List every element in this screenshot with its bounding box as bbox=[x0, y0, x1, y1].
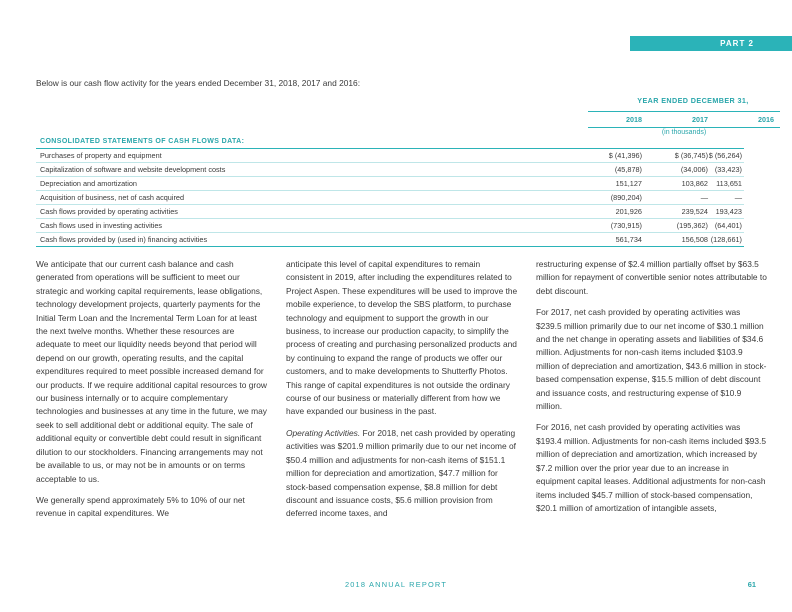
row-label: Depreciation and amortization bbox=[40, 179, 137, 188]
paragraph: For 2017, net cash provided by operating activities was $239.5 million primarily due to our net income of $30.1 million and the net change in operating assets and liabilities of $34.6 million. Adjustments for non-cash items included $103.9 million of depreciation and amortization, $43.6 million in stock-based compensation expense, $15.5 million of debt discount and issuance costs, and restructuring expense of $10.9 million. bbox=[536, 307, 767, 412]
cell-2017: $ (36,745) bbox=[674, 151, 708, 160]
row-label: Purchases of property and equipment bbox=[40, 151, 162, 160]
table-row bbox=[36, 191, 744, 205]
cell-2017: (34,006) bbox=[680, 165, 708, 174]
header-rule bbox=[588, 111, 780, 112]
cell-2016: 193,423 bbox=[715, 207, 742, 216]
year-2017: 2017 bbox=[692, 115, 708, 124]
cell-2017: 239,524 bbox=[681, 207, 708, 216]
cell-2018: 151,127 bbox=[615, 179, 642, 188]
part-label: PART 2 bbox=[630, 36, 792, 51]
cell-2016: 113,651 bbox=[716, 179, 742, 188]
paragraph: restructuring expense of $2.4 million partially offset by $63.5 million for repayment of convertible senior notes attributable to debt discount. bbox=[536, 259, 767, 296]
year-2016: 2016 bbox=[758, 115, 774, 124]
cell-2018: 201,926 bbox=[615, 207, 642, 216]
operating-activities-heading: Operating Activities. bbox=[286, 427, 361, 438]
paragraph: We anticipate that our current cash balance and cash generated from operations will be sufficient to meet our strategic and working capital requirements, lease obligations, technology development projects, quarterly payments for the Initial Term Loan and the Incremental Term Loan for at least the next twelve months. Whether these resources are adequate to meet our liquidity needs beyond that period will depend on our growth, operating results, and the capital expenditures required to meet possible increased demand for our products. If we require additional capital resources to grow our business internally or to acquire complementary technologies and businesses at any time in the future, we may seek to sell additional debt or additional equity. The sale of additional equity or convertible debt could result in significant dilution to our stockholders. Financing arrangements may not be available to us, or may not be in amounts or on terms acceptable to us. bbox=[36, 259, 267, 484]
row-label: Cash flows provided by (used in) financing activities bbox=[40, 235, 208, 244]
paragraph bbox=[286, 427, 518, 521]
page-number: 61 bbox=[747, 580, 756, 589]
row-label: Acquisition of business, net of cash acquired bbox=[40, 193, 184, 202]
table-row bbox=[36, 233, 744, 247]
table-body bbox=[36, 148, 744, 247]
cell-2016: — bbox=[734, 193, 742, 202]
report-title: 2018 ANNUAL REPORT bbox=[344, 580, 448, 589]
cell-2018: $ (41,396) bbox=[608, 151, 642, 160]
paragraph-text: For 2018, net cash provided by operating activities was $201.9 million primarily due to our net income of $50.4 million and adjustments for non-cash items of $151.1 million for depreciation and amortization, $47.7 million for stock-based compensation expense, $8.8 million for debt discount and issuance costs, $5.6 million provision from deferred income taxes, and bbox=[286, 427, 516, 519]
paragraph: anticipate this level of capital expenditures to remain consistent in 2019, after including the expenditures related to Project Aspen. These expenditures will be used to improve the mobile experience, to develop the SBS platform, to purchase technology and equipment to support the growth in our business, to increase our production capacity, to simplify the process of creating and purchasing personalized products and by continuing to expand the range of products we offer our customers, and to make developments to Shutterfly Photos. This range of capital expenditures is not outside the ordinary course of our business or materially different from how we have expanded our business in the past. bbox=[286, 259, 518, 417]
year-columns bbox=[588, 115, 780, 125]
cell-2016: (64,401) bbox=[714, 221, 742, 230]
paragraph: We generally spend approximately 5% to 10% of our net revenue in capital expenditures. We bbox=[36, 494, 245, 519]
table-row bbox=[36, 219, 744, 233]
units-label: (in thousands) bbox=[661, 129, 707, 136]
period-header: YEAR ENDED DECEMBER 31, bbox=[637, 96, 749, 105]
cell-2018: 561,734 bbox=[615, 235, 642, 244]
cell-2016: (128,661) bbox=[710, 235, 742, 244]
year-rule bbox=[588, 127, 780, 128]
cell-2017: 156,508 bbox=[681, 235, 708, 244]
cell-2017: — bbox=[700, 193, 708, 202]
cell-2016: (33,423) bbox=[714, 165, 742, 174]
intro-text: Below is our cash flow activity for the years ended December 31, 2018, 2017 and 2016: bbox=[36, 78, 361, 88]
row-label: Cash flows used in investing activities bbox=[40, 221, 163, 230]
table-row bbox=[36, 205, 744, 219]
cell-2017: (195,362) bbox=[676, 221, 708, 230]
table-row bbox=[36, 163, 744, 177]
table-row bbox=[36, 177, 744, 191]
cell-2017: 103,862 bbox=[681, 179, 708, 188]
cell-2018: (45,878) bbox=[614, 165, 642, 174]
body-column-2 bbox=[286, 258, 518, 529]
year-2018: 2018 bbox=[626, 115, 642, 124]
cell-2018: (730,915) bbox=[610, 221, 642, 230]
body-column-1 bbox=[36, 258, 268, 529]
section-label: CONSOLIDATED STATEMENTS OF CASH FLOWS DATA: bbox=[40, 138, 245, 145]
body-column-3 bbox=[536, 258, 768, 523]
cell-2016: $ (56,264) bbox=[708, 151, 742, 160]
table-row bbox=[36, 149, 744, 163]
paragraph: For 2016, net cash provided by operating activities was $193.4 million. Adjustments for non-cash items included $93.5 million of depreciation and amortization, which increased by $7.2 million over the prior year due to an increase in equipment capital leases. Additional adjustments for non-cash items included $45.7 million of stock-based compensation, $20.1 million of amortization of intangible assets, bbox=[536, 422, 766, 513]
row-label: Capitalization of software and website development costs bbox=[40, 165, 226, 174]
row-label: Cash flows provided by operating activities bbox=[40, 207, 178, 216]
cell-2018: (890,204) bbox=[610, 193, 642, 202]
